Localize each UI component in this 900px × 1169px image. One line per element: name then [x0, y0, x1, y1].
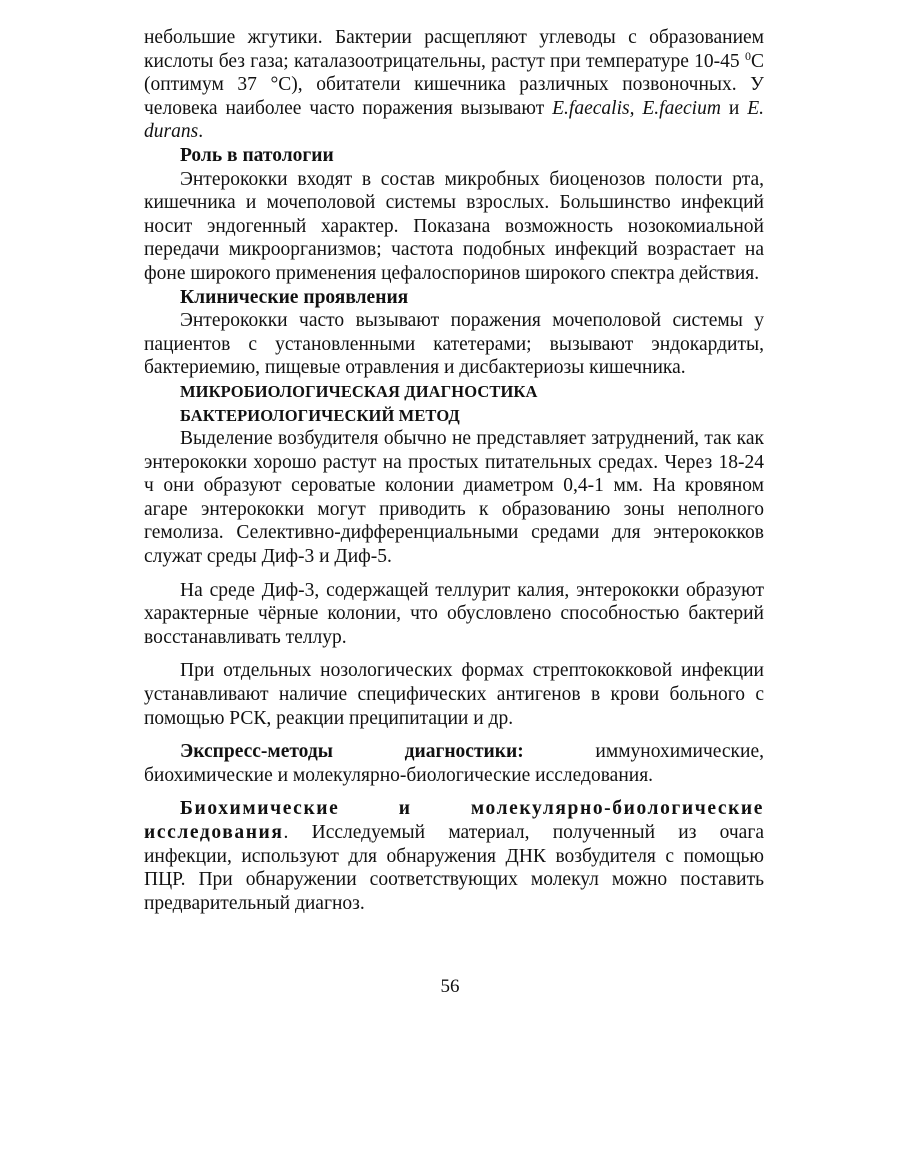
bacteriological-subheading: БАКТЕРИОЛОГИЧЕСКИЙ МЕТОД — [180, 405, 460, 425]
pathology-heading: Роль в патологии — [180, 144, 334, 166]
express-methods-text: иммунохимические, биохимические и молекулярно-биологические исследования. — [144, 741, 764, 786]
diagnostics-heading: МИКРОБИОЛОГИЧЕСКАЯ ДИАГНОСТИКА — [180, 381, 538, 401]
dif3-paragraph: На среде Диф-3, содержащей теллурит калия, энтерококки образуют характерные чёрные колонии, что обусловлено способностью бактерий восстанавливать теллур. — [144, 579, 764, 648]
antigen-paragraph: При отдельных нозологических формах стрептококковой инфекции устанавливают наличие специфических антигенов в крови больного с помощью РСК, реакции преципитации и др. — [144, 660, 764, 729]
intro-conjunction: и — [720, 97, 748, 119]
page-number: 56 — [440, 976, 460, 997]
intro-text-start: небольшие жгутики. Бактерии расщепляют углеводы с образованием кислоты без газа; каталазоотрицательны, растут при температуре 10-45 — [144, 27, 764, 72]
degree-superscript: 0 — [744, 48, 751, 63]
biochem-paragraph — [144, 797, 764, 915]
page-content — [144, 26, 764, 915]
intro-text-mid: С (оптимум 37 °С), обитатели кишечника различных позвоночных. У человека наиболее часто поражения вызывают — [144, 50, 764, 119]
species-names-1: E.faecalis, E.faecium — [552, 97, 721, 119]
express-methods-label: Экспресс-методы диагностики: — [180, 741, 524, 763]
clinical-heading: Клинические проявления — [180, 286, 409, 308]
species-name-2: E. durans — [144, 97, 764, 143]
isolation-paragraph: Выделение возбудителя обычно не представляет затруднений, так как энтерококки хорошо растут на простых питательных средах. Через 18-24 ч они образуют сероватые колонии диаметром 0,4-1 мм. На кровяном агаре энтерококки могут приводить к образованию зоны неполного гемолиза. Селективно-дифференциальными средами для энтерококков служат среды Диф-3 и Диф-5. — [144, 428, 764, 568]
biochem-label: Биохимические и молекулярно-биологические исследования — [144, 798, 764, 843]
clinical-paragraph: Энтерококки часто вызывают поражения мочеполовой системы у пациентов с установленными катетерами; вызывают эндокардиты, бактериемию, пищевые отравления и дисбактериозы кишечника. — [144, 310, 764, 379]
intro-text-end: . — [198, 121, 204, 143]
intro-paragraph — [144, 26, 764, 144]
pathology-paragraph: Энтерококки входят в состав микробных биоценозов полости рта, кишечника и мочеполовой системы взрослых. Большинство инфекций носит эндогенный характер. Показана возможность нозокомиальной передачи микроорганизмов; частота подобных инфекций возрастает на фоне широкого применения цефалоспоринов широкого спектра действия. — [144, 168, 764, 284]
biochem-text: . Исследуемый материал, полученный из очага инфекции, используют для обнаружения ДНК возбудителя с помощью ПЦР. При обнаружении соответствующих молекул можно поставить предварительный диагноз. — [144, 822, 764, 914]
express-methods-paragraph — [144, 740, 764, 787]
